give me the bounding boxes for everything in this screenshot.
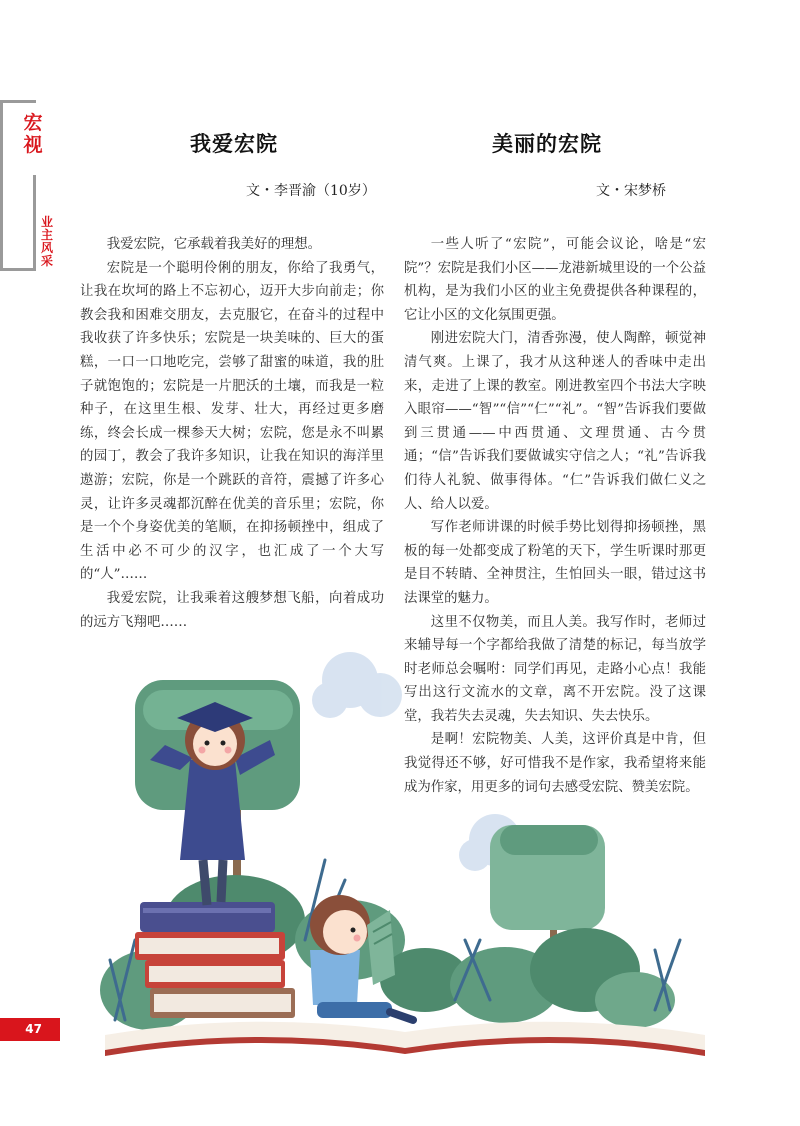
paragraph: 刚进宏院大门，清香弥漫，使人陶醉，顿觉神清气爽。上课了，我才从这种迷人的香味中走出来，走进了上课的教室。刚进教室四个书法大字映入眼帘——“智”“信”“仁”“礼”。“智”告诉我们要做到三贯通——中西贯通、文理贯通、古今贯通；“信”告诉我们要做诚实守信之人；“礼”告诉我们待人礼貌、做事得体。“仁”告诉我们做仁义之人、给人以爱。 [404, 331, 706, 512]
article-2-author: 文・宋梦桥 [596, 183, 666, 199]
paragraph: 我爱宏院，它承载着我美好的理想。 [106, 237, 322, 252]
section-title: 宏视 [23, 112, 43, 156]
section-rule-inner [33, 175, 36, 271]
book-stack [135, 902, 295, 1018]
paragraph: 写作老师讲课的时候手势比划得抑扬顿挫，黑板的每一处都变成了粉笔的天下，学生听课时那更是目不转睛、全神贯注，生怕回头一眼，错过这书法课堂的魅力。 [404, 520, 706, 606]
section-subtitle: 业主风采 [40, 215, 53, 268]
paragraph: 一些人听了“宏院”，可能会议论，啥是“宏院”？宏院是我们小区——龙港新城里设的一个公益机构，是为我们小区的业主免费提供各种课程的，它让小区的文化氛围更强。 [404, 237, 706, 323]
article-2-title: 美丽的宏院 [492, 131, 602, 156]
open-book [105, 1022, 705, 1056]
book-garden-illustration [95, 640, 715, 1060]
article-1-author: 文・李晋渝（10岁） [246, 183, 376, 199]
paragraph: 这里不仅物美，而且人美。我写作时，老师过来辅导每一个字都给我做了清楚的标记，每当放学时老师总会嘱咐：同学们再见，走路小心点！我能写出这行文流水的文章，离不开宏院。没了这课堂，我若失去灵魂，失去知识、失去快乐。 [404, 614, 706, 724]
article-1-title: 我爱宏院 [190, 131, 278, 156]
paragraph: 我爱宏院，让我乘着这艘梦想飞船，向着成功的远方飞翔吧…… [80, 590, 384, 630]
paragraph: 宏院是一个聪明伶俐的朋友，你给了我勇气，让我在坎坷的路上不忘初心，迈开大步向前走；你教会我和困难交朋友，去克服它，在奋斗的过程中我收获了许多快乐；宏院是一块美味的、巨大的蛋糕，一口一口地吃完，尝够了甜蜜的味道，我的肚子就饱饱的；宏院是一片肥沃的土壤，而我是一粒种子，在这里生根、发芽、壮大，再经过更多磨练，终会长成一棵参天大树；宏院，您是永不叫累的园丁，教会了我许多知识，让我在知识的海洋里遨游；宏院，你是一个跳跃的音符，震撼了许多心灵，让许多灵魂都沉醉在优美的音乐里；宏院，你是一个个身姿优美的笔顺，在抑扬顿挫中，组成了生活中必不可少的汉字，也汇成了一个大写的“人”…… [80, 260, 384, 583]
section-rule-top [0, 100, 36, 103]
section-rule-left [0, 100, 3, 270]
article-1-body [80, 233, 384, 634]
section-rule-bottom [0, 268, 36, 271]
paragraph: 是啊！宏院物美、人美，这评价真是中肯，但我觉得还不够，好可惜我不是作家，我希望将来能成为作家，用更多的词句去感受宏院、赞美宏院。 [404, 732, 706, 795]
page-number: 47 [0, 1018, 60, 1041]
